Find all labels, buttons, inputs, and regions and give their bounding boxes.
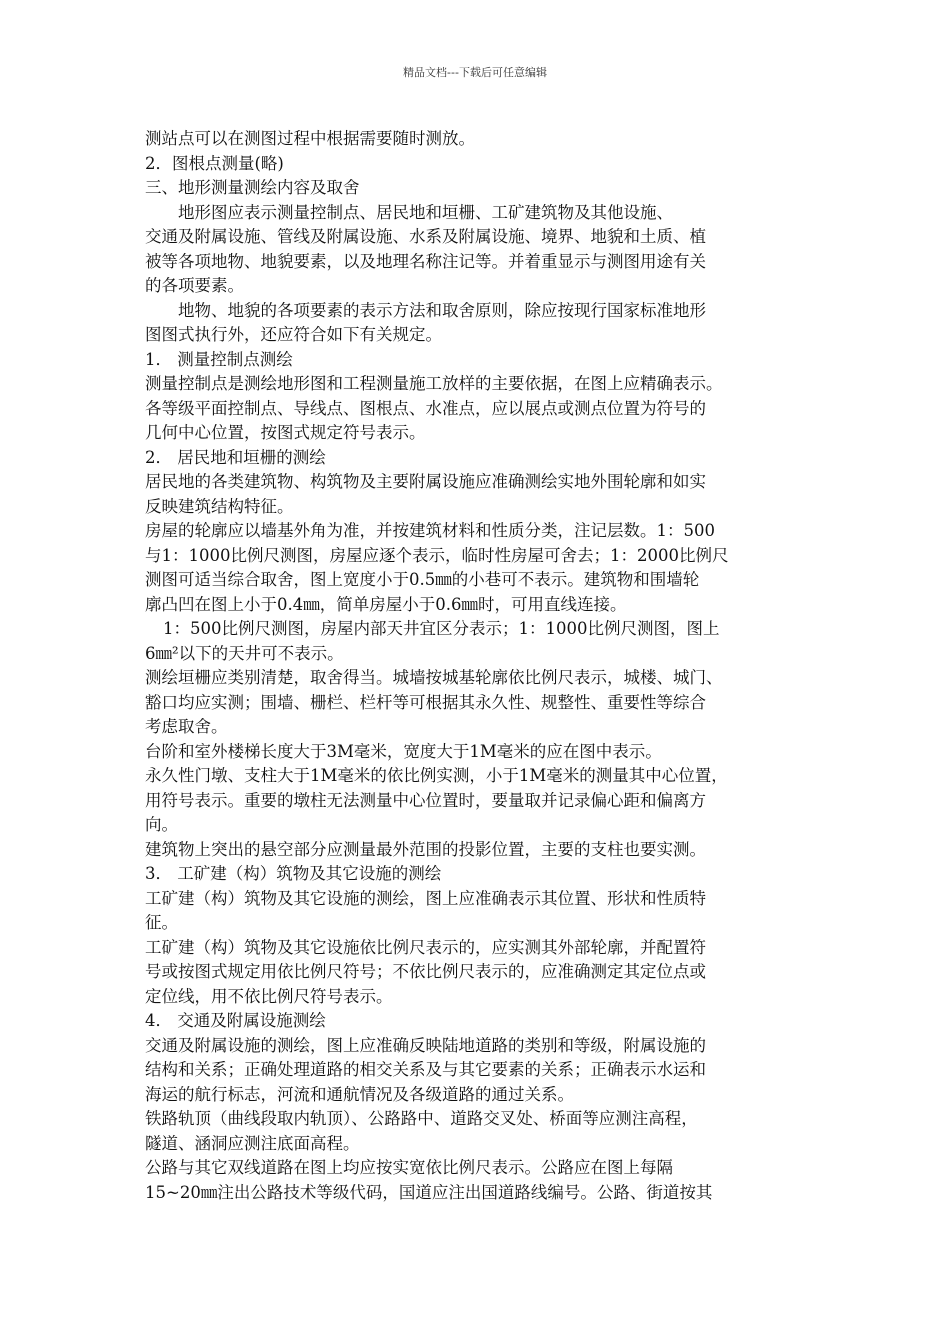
section-heading: 2．图根点测量(略): [145, 153, 284, 173]
paragraph-line: 图图式执行外，还应符合如下有关规定。: [145, 325, 442, 344]
document-body: [145, 127, 810, 1205]
paragraph-line: 测绘垣栅应类别清楚，取舍得当。城墙按城基轮廓依比例尺表示，城楼、城门、: [145, 668, 723, 687]
paragraph-line: 考虑取舍。: [145, 717, 228, 736]
paragraph-line: 几何中心位置，按图式规定符号表示。: [145, 423, 426, 442]
paragraph-line: 台阶和室外楼梯长度大于3M毫米，宽度大于1M毫米的应在图中表示。: [145, 741, 662, 761]
paragraph-line: 廓凸凹在图上小于0.4㎜，简单房屋小于0.6㎜时，可用直线连接。: [145, 594, 627, 614]
paragraph-line: 征。: [145, 913, 178, 932]
paragraph-line: 与1：1000比例尺测图，房屋应逐个表示，临时性房屋可舍去；1：2000比例尺: [145, 545, 729, 565]
paragraph-line: 用符号表示。重要的墩柱无法测量中心位置时，要量取并记录偏心距和偏离方: [145, 790, 706, 810]
paragraph-line: 测站点可以在测图过程中根据需要随时测放。: [145, 129, 475, 148]
paragraph-line: 地物、地貌的各项要素的表示方法和取舍原则，除应按现行国家标准地形: [178, 300, 706, 320]
paragraph-line: 号或按图式规定用依比例尺符号；不依比例尺表示的，应准确测定其定位点或: [145, 962, 706, 981]
paragraph-line: 被等各项地物、地貌要素，以及地理名称注记等。并着重显示与测图用途有关: [145, 251, 706, 271]
paragraph-line: 永久性门墩、支柱大于1M毫米的依比例实测，小于1M毫米的测量其中心位置，: [145, 766, 728, 785]
paragraph-line: 定位线，用不依比例尺符号表示。: [145, 986, 393, 1006]
paragraph-line: 6㎜²以下的天井可不表示。: [145, 643, 344, 663]
paragraph-line: 工矿建（构）筑物及其它设施的测绘，图上应准确表示其位置、形状和性质特: [145, 888, 706, 908]
section-heading: 4． 交通及附属设施测绘: [145, 1011, 326, 1030]
paragraph-line: 反映建筑结构特征。: [145, 496, 294, 516]
paragraph-line: 各等级平面控制点、导线点、图根点、水准点，应以展点或测点位置为符号的: [145, 398, 706, 418]
paragraph-line: 15~20㎜注出公路技术等级代码，国道应注出国道路线编号。公路、街道按其: [145, 1182, 713, 1202]
paragraph-line: 测量控制点是测绘地形图和工程测量施工放样的主要依据，在图上应精确表示。: [145, 374, 723, 393]
paragraph-line: 1：500比例尺测图，房屋内部天井宜区分表示；1：1000比例尺测图，图上: [163, 619, 720, 638]
paragraph-line: 地形图应表示测量控制点、居民地和垣栅、工矿建筑物及其他设施、: [178, 202, 673, 222]
paragraph-line: 的各项要素。: [145, 276, 244, 295]
paragraph-line: 结构和关系；正确处理道路的相交关系及与其它要素的关系；正确表示水运和: [145, 1060, 706, 1079]
paragraph-line: 向。: [145, 815, 178, 834]
paragraph-line: 铁路轨顶（曲线段取内轨顶）、公路路中、道路交叉处、桥面等应测注高程，: [145, 1109, 698, 1128]
paragraph-line: 居民地的各类建筑物、构筑物及主要附属设施应准确测绘实地外围轮廓和如实: [145, 472, 706, 491]
paragraph-line: 隧道、涵洞应测注底面高程。: [145, 1133, 360, 1153]
section-heading: 3． 工矿建（构）筑物及其它设施的测绘: [145, 864, 442, 883]
paragraph-line: 公路与其它双线道路在图上均应按实宽依比例尺表示。公路应在图上每隔: [145, 1158, 673, 1177]
paragraph-line: 测图可适当综合取舍，图上宽度小于0.5㎜的小巷可不表示。建筑物和围墙轮: [145, 570, 700, 589]
page-header: 精品文档---下载后可任意编辑: [403, 66, 547, 79]
section-heading: 1． 测量控制点测绘: [145, 349, 293, 369]
section-heading: 2． 居民地和垣栅的测绘: [145, 447, 326, 467]
paragraph-line: 交通及附属设施的测绘，图上应准确反映陆地道路的类别和等级，附属设施的: [145, 1035, 706, 1055]
paragraph-line: 房屋的轮廓应以墙基外角为准，并按建筑材料和性质分类，注记层数。1：500: [145, 521, 715, 540]
paragraph-line: 交通及附属设施、管线及附属设施、水系及附属设施、境界、地貌和土质、植: [145, 227, 706, 246]
section-heading: 三、地形测量测绘内容及取舍: [145, 178, 360, 197]
paragraph-line: 工矿建（构）筑物及其它设施依比例尺表示的，应实测其外部轮廓，并配置符: [145, 937, 706, 957]
paragraph-line: 豁口均应实测；围墙、栅栏、栏杆等可根据其永久性、规整性、重要性等综合: [145, 692, 706, 712]
paragraph-line: 海运的航行标志，河流和通航情况及各级道路的通过关系。: [145, 1084, 574, 1104]
paragraph-line: 建筑物上突出的悬空部分应测量最外范围的投影位置，主要的支柱也要实测。: [145, 839, 706, 859]
